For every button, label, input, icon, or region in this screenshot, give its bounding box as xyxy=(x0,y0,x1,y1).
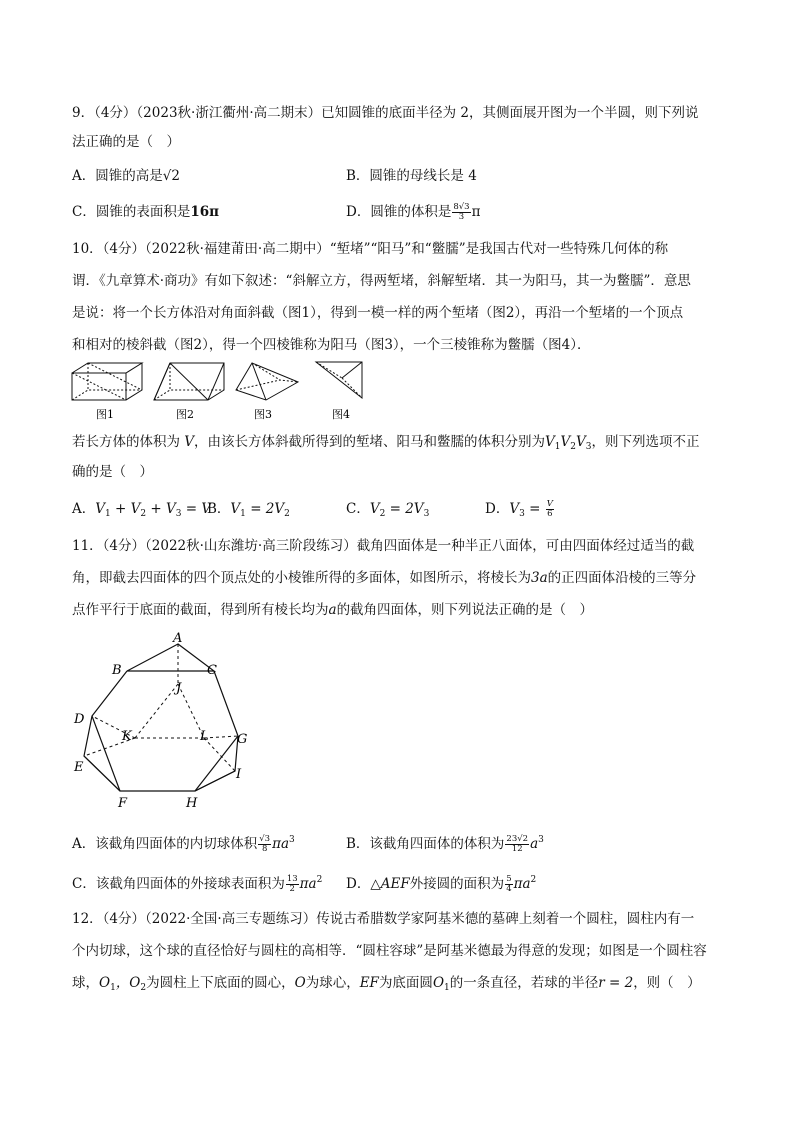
label-g: G xyxy=(237,732,248,747)
q9-option-d-fraction: $\frac{8√3}{3}$ xyxy=(453,202,470,222)
q9-stem-line2: 法正确的是（ ） xyxy=(72,134,180,150)
q9-option-d: D．圆锥的体积是 $\frac{8√3}{3}$ π xyxy=(346,202,481,222)
q10-stem-line2: 谓．《九章算术·商功》有如下叙述：“斜解立方，得两堑堵，斜解堑堵．其一为阳马，其一为鳖臑”．意思 xyxy=(72,273,691,289)
q12-stem-line1: 12．（4分）（2022·全国·高三专题练习）传说古希腊数学家阿基米德的墓碑上刻着一个圆柱，圆柱内有一 xyxy=(72,911,695,927)
figure-4-caption: 图4 xyxy=(332,408,350,421)
q9-option-a-math: √2 xyxy=(162,168,180,184)
q9-option-c-math: 16π xyxy=(190,204,220,220)
q10-option-c: C．$V_2 = 2V_3$ xyxy=(346,501,430,519)
q11-option-c: C．该截角四面体的外接球表面积为 $\frac{13}{2}$ $\pi a^2$ xyxy=(72,874,323,894)
figure-1-caption: 图1 xyxy=(96,408,114,421)
label-d: D xyxy=(74,712,85,727)
label-b: B xyxy=(112,663,122,678)
q9-option-b: B．圆锥的母线长是 4 xyxy=(346,168,477,184)
q11-stem-line2: 角，即截去四面体的四个顶点处的小棱锥所得的多面体，如图所示，将棱长为3a的正四面体沿棱的三等分 xyxy=(72,570,697,586)
figure-4-tetrahedron xyxy=(316,362,362,398)
figure-2-wedge xyxy=(154,363,224,400)
figure-1-cuboid xyxy=(72,363,142,400)
q12-stem-line2: 个内切球，这个球的直径恰好与圆柱的高相等．“圆柱容球”是阿基米德最为得意的发现；如图是一个圆柱容 xyxy=(72,943,707,959)
q10-stem-line1: 10．（4分）（2022秋·福建莆田·高二期中）“堑堵”“阳马”和“鳖臑”是我国古代对一些特殊几何体的称 xyxy=(72,241,669,257)
label-c: C xyxy=(207,663,217,678)
q9-option-a: A．圆锥的高是√2 xyxy=(72,168,180,184)
q10-option-a: A．$V_1 + V_2 + V_3 = V$ xyxy=(72,501,212,519)
label-k: K xyxy=(122,729,132,744)
q10-option-b: B．$V_1 = 2V_2$ xyxy=(207,501,290,519)
q10-stem-line3: 是说：将一个长方体沿对角面斜截（图1），得到一模一样的两个堑堵（图2），再沿一个堑堵的一个顶点 xyxy=(72,305,684,321)
q11-stem-line1: 11．（4分）（2022秋·山东潍坊·高三阶段练习）截角四面体是一种半正八面体，可由四面体经过适当的截 xyxy=(72,538,695,554)
q10-stem-line6: 确的是（ ） xyxy=(72,464,153,480)
figure-3-caption: 图3 xyxy=(254,408,272,421)
q12-stem-line3: 球，$O_1$，$O_2$为圆柱上下底面的圆心，O为球心，EF为底面圆$O_1$的一条直径，若球的半径r = 2，则（ ） xyxy=(72,975,701,993)
q10-option-d: D．$V_3$ = $\frac{V}{6}$ xyxy=(485,499,553,519)
label-a: A xyxy=(173,631,183,646)
label-e: E xyxy=(74,760,84,775)
q9-stem-line1: 9．（4分）（2023秋·浙江衢州·高二期末）已知圆锥的底面半径为 2，其侧面展开图为一个半圆，则下列说 xyxy=(72,105,699,121)
q11-truncated-tetrahedron-figure xyxy=(70,628,270,812)
label-i: I xyxy=(236,767,242,782)
label-h: H xyxy=(186,796,198,811)
q10-figures xyxy=(66,358,386,424)
figure-2-caption: 图2 xyxy=(176,408,194,421)
label-l: L xyxy=(200,729,209,744)
q10-stem-line4: 和相对的棱斜截（图2），得一个四棱锥称为阳马（图3），一个三棱锥称为鳖臑（图4）． xyxy=(72,337,591,353)
q10-stem-line5: 若长方体的体积为 V，由该长方体斜截所得到的堑堵、阳马和鳖臑的体积分别为$V_1V_2V_3$，则下列选项不正 xyxy=(72,434,700,452)
q11-option-b: B．该截角四面体的体积为 $\frac{23√2}{12}$ $a^3$ xyxy=(346,834,544,854)
q11-option-d: D．△AEF外接圆的面积为 $\frac{5}{4}$ $\pi a^2$ xyxy=(346,874,537,894)
figure-3-pyramid xyxy=(236,363,298,400)
q11-option-a: A．该截角四面体的内切球体积 $\frac{√3}{8}$ $\pi a^3$ xyxy=(72,834,295,854)
label-f: F xyxy=(118,796,128,811)
q11-stem-line3: 点作平行于底面的截面，得到所有棱长均为a的截角四面体，则下列说法正确的是（ ） xyxy=(72,602,594,618)
q9-option-c: C．圆锥的表面积是16π xyxy=(72,204,220,220)
label-j: J xyxy=(176,681,182,696)
